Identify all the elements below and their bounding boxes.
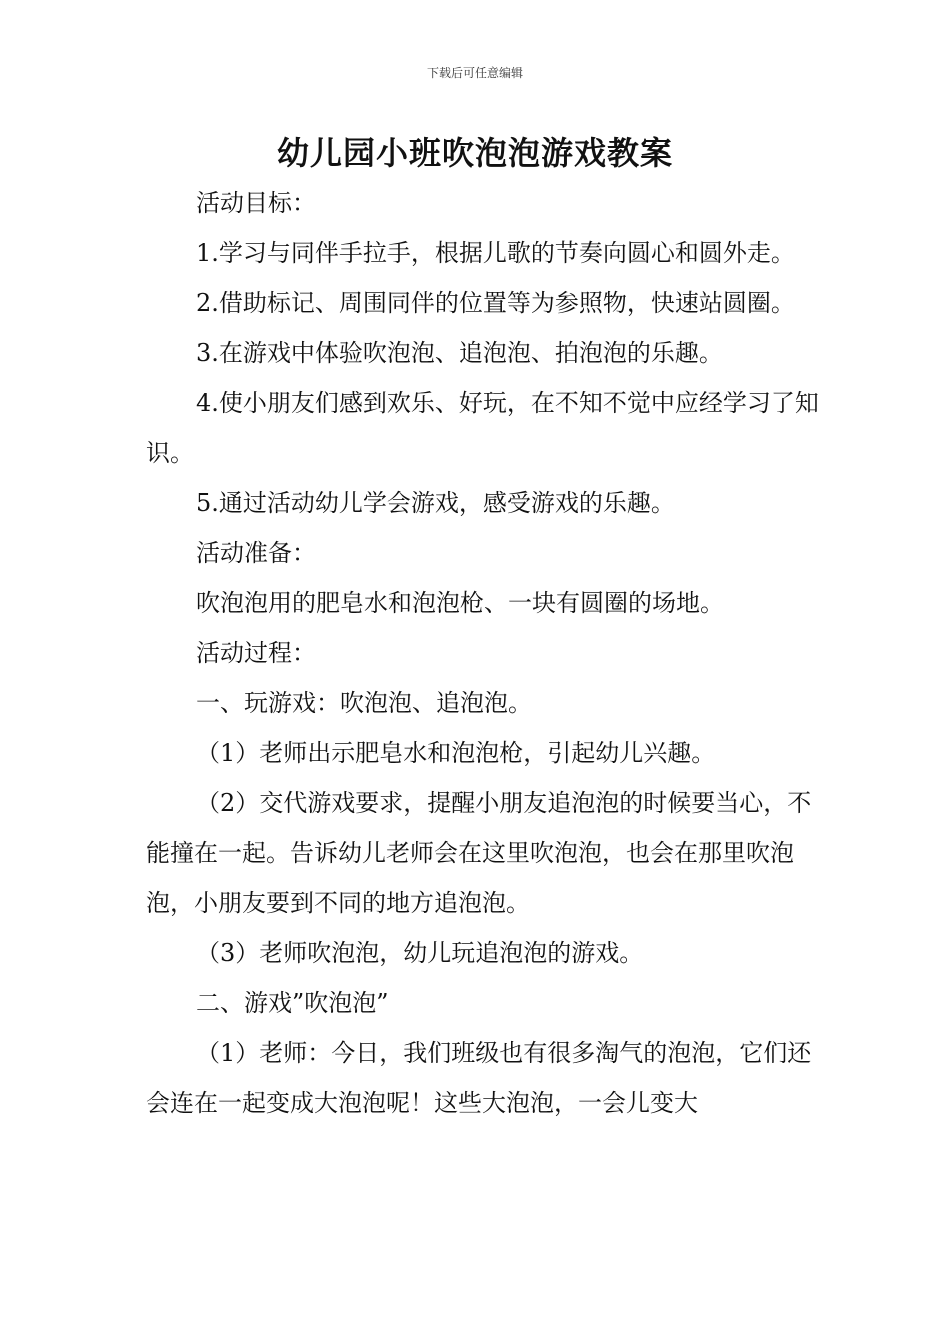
objective-3: 3.在游戏中体验吹泡泡、追泡泡、拍泡泡的乐趣。 xyxy=(196,339,723,367)
section-heading-objectives: 活动目标： xyxy=(196,189,316,217)
process-step-1-2: （2）交代游戏要求，提醒小朋友追泡泡的时候要当心，不能撞在一起。告诉幼儿老师会在这里吹泡泡，也会在那里吹泡泡，小朋友要到不同的地方追泡泡。 xyxy=(146,789,812,917)
process-step-2-1: （1）老师：今日，我们班级也有很多淘气的泡泡，它们还会连在一起变成大泡泡呢！这些大泡泡，一会儿变大 xyxy=(146,1039,812,1117)
document-title: 幼儿园小班吹泡泡游戏教案 xyxy=(276,134,673,172)
objective-4: 4.使小朋友们感到欢乐、好玩，在不知不觉中应经学习了知识。 xyxy=(146,389,819,467)
objective-1: 1.学习与同伴手拉手，根据儿歌的节奏向圆心和圆外走。 xyxy=(196,239,795,267)
document-body xyxy=(146,178,826,1128)
section-heading-process: 活动过程： xyxy=(196,639,316,667)
objective-2: 2.借助标记、周围同伴的位置等为参照物，快速站圆圈。 xyxy=(196,289,795,317)
process-step-1-3: （3）老师吹泡泡，幼儿玩追泡泡的游戏。 xyxy=(196,939,644,967)
process-part-1-heading: 一、玩游戏：吹泡泡、追泡泡。 xyxy=(196,689,532,717)
preparation-text: 吹泡泡用的肥皂水和泡泡枪、一块有圆圈的场地。 xyxy=(196,589,724,617)
page-header-note: 下载后可任意编辑 xyxy=(426,66,523,80)
process-step-1-1: （1）老师出示肥皂水和泡泡枪，引起幼儿兴趣。 xyxy=(196,739,716,767)
objective-5: 5.通过活动幼儿学会游戏，感受游戏的乐趣。 xyxy=(196,489,675,517)
process-part-2-heading: 二、游戏”吹泡泡” xyxy=(196,989,389,1017)
section-heading-preparation: 活动准备： xyxy=(196,539,316,567)
